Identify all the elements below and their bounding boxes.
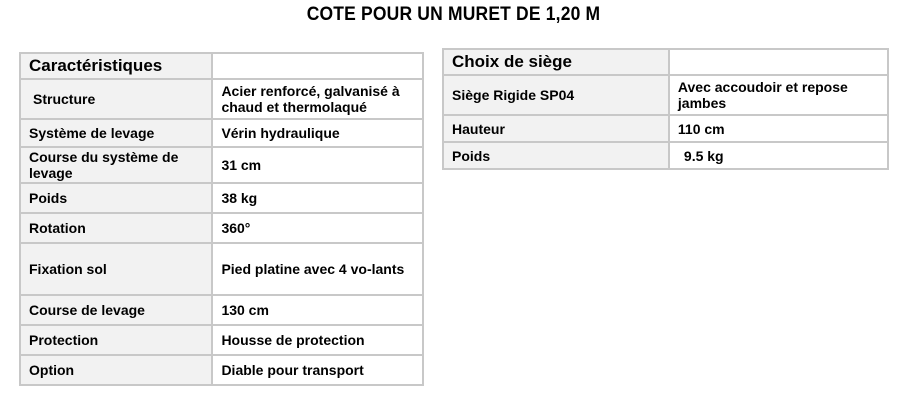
row-label: Système de levage: [20, 119, 212, 147]
row-label: Course du système de levage: [20, 147, 212, 183]
table-row: [443, 142, 888, 169]
table-row: [20, 355, 423, 385]
table-row: [20, 243, 423, 295]
table-row: [20, 183, 423, 213]
table-row: [20, 325, 423, 355]
row-label: Poids: [443, 142, 669, 169]
row-label: Poids: [20, 183, 212, 213]
row-value: 9.5 kg: [669, 142, 888, 169]
table-header-row: [443, 49, 888, 75]
row-label: Option: [20, 355, 212, 385]
row-label: Fixation sol: [20, 243, 212, 295]
table-row: [443, 115, 888, 142]
table-header-value: [212, 53, 423, 79]
row-value: Housse de protection: [212, 325, 423, 355]
table-header-row: [20, 53, 423, 79]
table-header-label: Choix de siège: [443, 49, 669, 75]
row-label: Course de levage: [20, 295, 212, 325]
characteristics-table: [19, 52, 424, 386]
table-row: [20, 147, 423, 183]
table-row: [20, 119, 423, 147]
table-row: [443, 75, 888, 115]
row-value: 360°: [212, 213, 423, 243]
row-value: 31 cm: [212, 147, 423, 183]
row-label: Protection: [20, 325, 212, 355]
page-title: COTE POUR UN MURET DE 1,20 M: [306, 4, 601, 25]
row-value: Diable pour transport: [212, 355, 423, 385]
table-row: [20, 213, 423, 243]
table-header-value: [669, 49, 888, 75]
row-value: 130 cm: [212, 295, 423, 325]
row-label: Rotation: [20, 213, 212, 243]
row-label: Hauteur: [443, 115, 669, 142]
seat-choice-table: [442, 48, 889, 170]
row-value: Vérin hydraulique: [212, 119, 423, 147]
row-value: 38 kg: [212, 183, 423, 213]
table-row: [20, 79, 423, 119]
row-value: Avec accoudoir et repose jambes: [669, 75, 888, 115]
row-value: Pied platine avec 4 vo-lants: [212, 243, 423, 295]
row-label: Structure: [20, 79, 212, 119]
row-value: 110 cm: [669, 115, 888, 142]
table-row: [20, 295, 423, 325]
row-label: Siège Rigide SP04: [443, 75, 669, 115]
row-value: Acier renforcé, galvanisé à chaud et thermolaqué: [212, 79, 423, 119]
table-header-label: Caractéristiques: [20, 53, 212, 79]
